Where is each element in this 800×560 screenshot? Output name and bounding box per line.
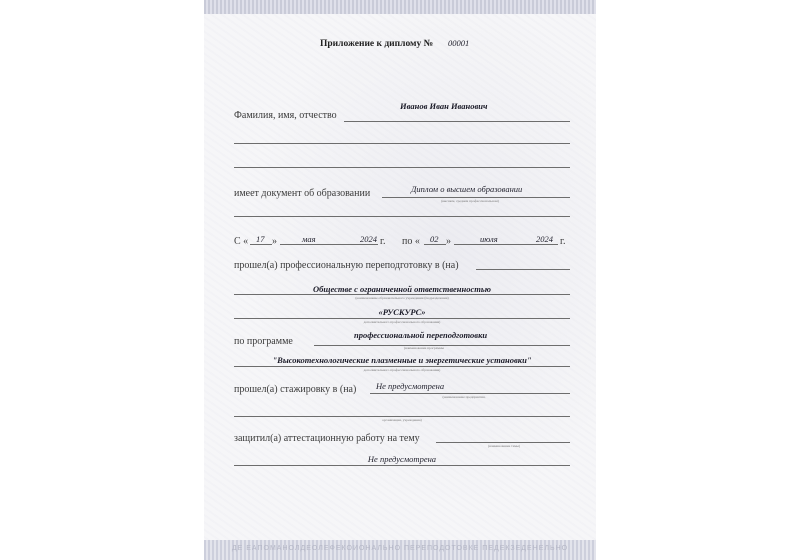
internship-value: Не предусмотрена [376,381,445,391]
fio-line [344,121,570,122]
fio-label: Фамилия, имя, отчество [234,110,337,121]
thesis-line [436,442,570,443]
doc-label: имеет документ об образовании [234,188,371,199]
program-type: профессиональной переподготовки [354,330,488,340]
bottom-band-text: ДЕ ЕАПОМАНОЛДЕОЛЕФЕКОИОНАЛЬНО ПЕРЕПОДОТОВКЕ ПЕДЕКЗЕДЕНЕЛЬНО [231,545,569,552]
program-name: "Высокотехнологические плазменные и энергетические установки" [272,355,532,365]
fio-line-3 [234,167,570,168]
date-from-day: 17 [256,234,265,244]
diploma-number: 00001 [448,38,470,48]
year-suffix-2: г. [560,236,566,247]
thesis-hint: (наименование темы) [487,444,520,448]
org-line-1: Обществе с ограниченной ответственностью [313,284,491,294]
date-to-year-line [530,244,558,245]
org-underline-1 [234,294,570,295]
retraining-line [476,269,570,270]
document-title: Приложение к диплому № [320,39,434,49]
date-from-prefix: С « [234,236,249,247]
org-hint-2: дополнительного профессионального образования) [363,320,441,324]
internship-hint-2: организации, учреждения) [382,418,422,422]
date-from-year: 2024 [360,234,377,244]
year-suffix-1: г. [380,236,386,247]
doc-line-2 [234,216,570,217]
thesis-value: Не предусмотрена [367,454,437,464]
date-from-year-line [356,244,378,245]
program-name-hint: дополнительного профессионального образования) [363,368,441,372]
date-to-year: 2024 [536,234,553,244]
date-to-day: 02 [430,234,439,244]
date-to-month: июля [480,234,498,244]
bottom-security-band [204,540,596,560]
fio-line-2 [234,143,570,144]
thesis-label: защитил(а) аттестационную работу на тему [234,433,420,444]
date-to-day-line [424,244,446,245]
internship-label: прошел(а) стажировку в (на) [234,384,357,395]
date-to-prefix: по « [402,236,420,247]
date-from-month: мая [302,234,316,244]
program-name-line [234,366,570,367]
date-from-close: » [272,236,277,247]
date-to-month-line [454,244,530,245]
top-security-band [204,0,596,14]
doc-hint: (высшем, среднем профессиональном) [441,199,499,203]
date-to-close: » [446,236,451,247]
retraining-label: прошел(а) профессиональную переподготовку в (на) [234,260,459,271]
internship-line-2 [234,416,570,417]
org-hint-1: (наименование образовательного учреждения (подразделения) [355,296,449,300]
internship-hint: (наименование предприятия, [442,395,486,399]
org-line-2: «РУСКУРС» [378,307,426,317]
fio-value: Иванов Иван Иванович [400,101,488,111]
document-sheet [204,0,596,560]
thesis-value-line [234,465,570,466]
date-from-month-line [280,244,356,245]
program-type-hint: (наименование программы [403,346,445,350]
internship-line [370,393,570,394]
doc-value: Диплом о высшем образовании [411,184,523,194]
org-underline-2 [234,318,570,319]
program-label: по программе [234,336,293,347]
date-from-day-line [250,244,272,245]
doc-line [382,197,570,198]
